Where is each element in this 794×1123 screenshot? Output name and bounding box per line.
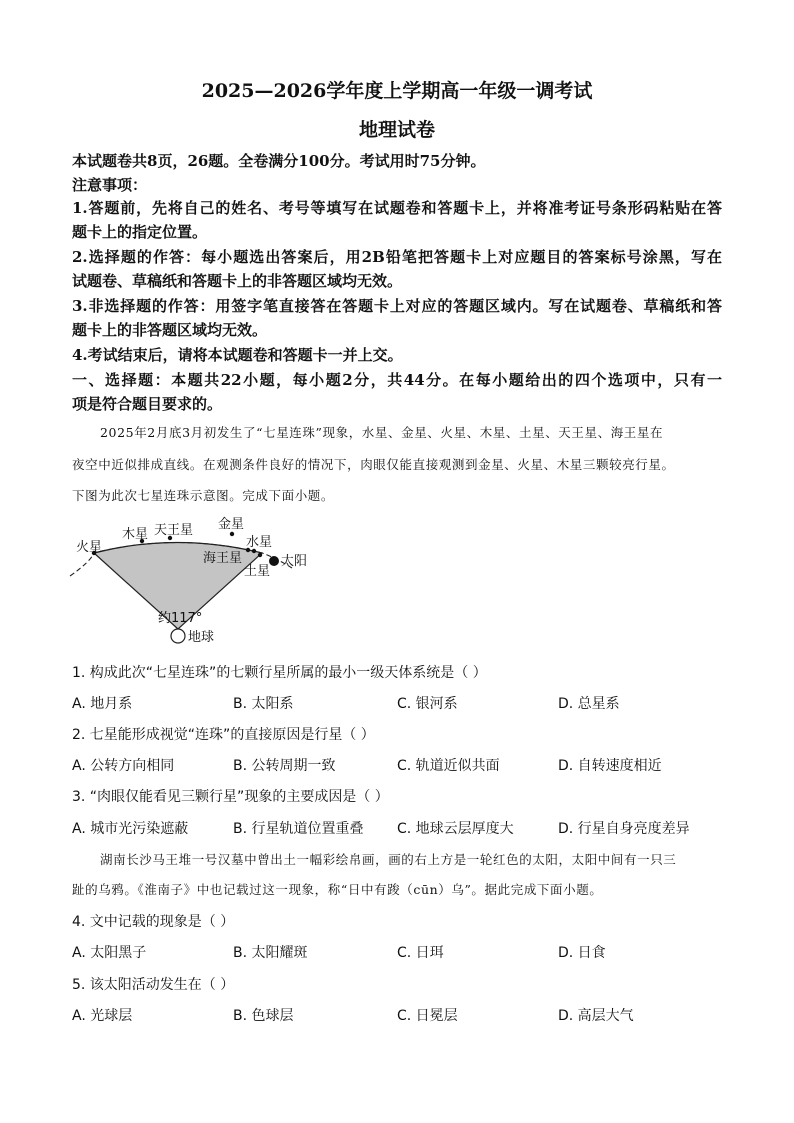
- question-4-stem: 4. 文中记载的现象是（ ）: [72, 914, 235, 930]
- question-1-option-c[interactable]: C. 银河系: [397, 696, 458, 712]
- question-3-option-c[interactable]: C. 地球云层厚度大: [397, 821, 514, 837]
- note-4: 4.考试结束后，请将本试题卷和答题卡一并上交。: [72, 346, 403, 364]
- label-sun: 太阳: [281, 554, 308, 569]
- question-1-option-b[interactable]: B. 太阳系: [233, 696, 294, 712]
- note-1-line-1: 1.答题前，先将自己的姓名、考号等填写在试题卷和答题卡上，并将准考证号条形码粘贴在答: [72, 199, 722, 217]
- passage-1-line-3: 下图为此次七星连珠示意图。完成下面小题。: [72, 488, 335, 503]
- question-3-option-d[interactable]: D. 行星自身亮度差异: [558, 821, 690, 837]
- question-2-option-b[interactable]: B. 公转周期一致: [233, 758, 336, 774]
- question-1-stem: 1. 构成此次“七星连珠”的七颗行星所属的最小一级天体系统是（ ）: [72, 665, 487, 681]
- note-2-line-2: 试题卷、草稿纸和答题卡上的非答题区域均无效。: [72, 272, 403, 290]
- label-uranus: 天王星: [154, 523, 194, 538]
- note-1-line-2: 题卡上的指定位置。: [72, 223, 208, 241]
- exam-subtitle: 地理试卷: [358, 119, 435, 141]
- label-mercury: 水星: [246, 535, 273, 550]
- question-5-option-b[interactable]: B. 色球层: [233, 1008, 294, 1024]
- question-2-option-a[interactable]: A. 公转方向相同: [72, 758, 175, 774]
- passage-2-line-1: 湖南长沙马王堆一号汉墓中曾出土一幅彩绘帛画，画的右上方是一轮红色的太阳，太阳中间有一只三: [100, 852, 677, 867]
- exam-title: 2025—2026学年度上学期高一年级一调考试: [201, 80, 593, 102]
- question-3-option-b[interactable]: B. 行星轨道位置重叠: [233, 821, 364, 837]
- question-5-option-a[interactable]: A. 光球层: [72, 1008, 133, 1024]
- label-earth: 地球: [188, 630, 215, 645]
- question-2-option-c[interactable]: C. 轨道近似共面: [397, 758, 500, 774]
- question-5-stem: 5. 该太阳活动发生在（ ）: [72, 977, 235, 993]
- label-mars: 火星: [76, 540, 103, 555]
- section-heading-line-1: 一、选择题：本题共22小题，每小题2分，共44分。在每小题给出的四个选项中，只有一: [72, 371, 722, 389]
- label-venus: 金星: [218, 517, 245, 532]
- question-5-option-d[interactable]: D. 高层大气: [558, 1008, 634, 1024]
- exam-info: 本试题卷共8页，26题。全卷满分100分。考试用时75分钟。: [72, 152, 486, 170]
- label-angle: 约117°: [158, 611, 203, 626]
- sun-dot: [269, 556, 279, 566]
- question-3-stem: 3. “肉眼仅能看见三颗行星”现象的主要成因是（ ）: [72, 789, 389, 805]
- passage-2-line-2: 趾的乌鸦。《淮南子》中也记载过这一现象，称“日中有踆（cūn）乌”。据此完成下面小题。: [72, 882, 603, 897]
- question-3-option-a[interactable]: A. 城市光污染遮蔽: [72, 821, 189, 837]
- venus-dot: [230, 532, 234, 536]
- notes-heading: 注意事项：: [72, 176, 148, 194]
- question-4-option-b[interactable]: B. 太阳耀斑: [233, 945, 308, 961]
- question-1-option-d[interactable]: D. 总星系: [558, 696, 620, 712]
- question-4-option-a[interactable]: A. 太阳黑子: [72, 945, 147, 961]
- question-2-option-d[interactable]: D. 自转速度相近: [558, 758, 662, 774]
- question-1-option-a[interactable]: A. 地月系: [72, 696, 133, 712]
- question-4-option-d[interactable]: D. 日食: [558, 945, 606, 961]
- note-3-line-1: 3.非选择题的作答：用签字笔直接答在答题卡上对应的答题区域内。写在试题卷、草稿纸和答: [72, 297, 722, 315]
- question-5-option-c[interactable]: C. 日冕层: [397, 1008, 458, 1024]
- passage-1-line-1: 2025年2月底3月初发生了“七星连珠”现象，水星、金星、火星、木星、土星、天王星、海王星在: [100, 425, 664, 440]
- label-neptune: 海王星: [203, 551, 243, 566]
- note-2-line-1: 2.选择题的作答：每小题选出答案后，用2B铅笔把答题卡上对应题目的答案标号涂黑，写在: [72, 248, 722, 266]
- earth-dot: [171, 629, 185, 643]
- label-jupiter: 木星: [122, 527, 149, 542]
- section-heading-line-2: 项是符合题目要求的。: [72, 395, 223, 413]
- question-2-stem: 2. 七星能形成视觉“连珠”的直接原因是行星（ ）: [72, 727, 375, 743]
- question-4-option-c[interactable]: C. 日珥: [397, 945, 444, 961]
- passage-1-line-2: 夜空中近似排成直线。在观测条件良好的情况下，肉眼仅能直接观测到金星、火星、木星三颗较亮行星。: [72, 457, 675, 472]
- label-saturn: 土星: [244, 564, 271, 579]
- seven-planet-alignment-diagram: [66, 510, 336, 650]
- note-3-line-2: 题卡上的非答题区域均无效。: [72, 321, 268, 339]
- saturn-dot: [258, 553, 262, 557]
